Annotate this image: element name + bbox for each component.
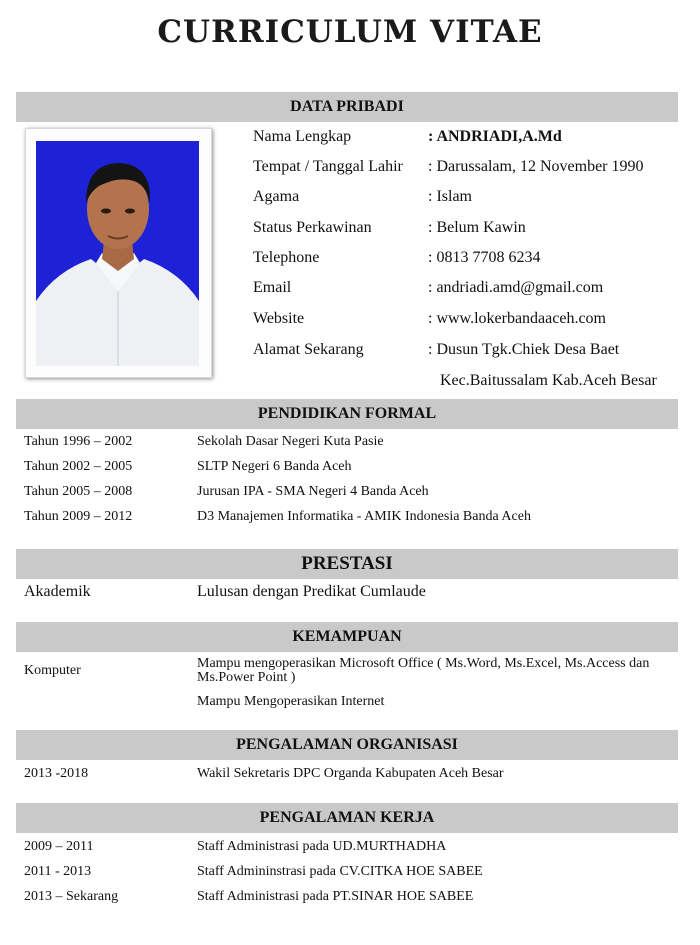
section-header-education: PENDIDIKAN FORMAL	[16, 399, 678, 429]
label-marital-status: Status Perkawinan	[253, 219, 372, 236]
work-role: Staff Admininstrasi pada CV.CITKA HOE SABEE	[197, 864, 483, 879]
value-email: : andriadi.amd@gmail.com	[428, 279, 604, 296]
label-address: Alamat Sekarang	[253, 341, 364, 358]
education-period: Tahun 2009 – 2012	[24, 509, 133, 524]
education-period: Tahun 2005 – 2008	[24, 484, 133, 499]
skill-item: Mampu mengoperasikan Microsoft Office ( Ms.Word, Ms.Excel, Ms.Access dan Ms.Power Point )	[197, 656, 650, 685]
work-role: Staff Administrasi pada PT.SINAR HOE SABEE	[197, 889, 474, 904]
education-period: Tahun 2002 – 2005	[24, 459, 133, 474]
work-period: 2011 - 2013	[24, 864, 92, 879]
label-religion: Agama	[253, 188, 300, 205]
value-address: : Dusun Tgk.Chiek Desa Baet	[428, 341, 620, 358]
skill-item: Mampu Mengoperasikan Internet	[197, 694, 385, 709]
section-header-work: PENGALAMAN KERJA	[16, 803, 678, 833]
value-birth: : Darussalam, 12 November 1990	[428, 158, 644, 175]
work-role: Staff Administrasi pada UD.MURTHADHA	[197, 839, 447, 854]
achievement-category: Akademik	[24, 583, 91, 600]
skill-category: Komputer	[24, 663, 81, 678]
organization-period: 2013 -2018	[24, 766, 89, 781]
label-telephone: Telephone	[253, 249, 320, 266]
label-email: Email	[253, 279, 292, 296]
value-religion: : Islam	[428, 188, 472, 205]
section-header-organization: PENGALAMAN ORGANISASI	[16, 730, 678, 760]
achievement-detail: Lulusan dengan Predikat Cumlaude	[197, 583, 426, 600]
value-address-line2: Kec.Baitussalam Kab.Aceh Besar	[440, 372, 657, 389]
portrait-photo-icon	[36, 141, 199, 366]
document-title: CURRICULUM VITAE	[157, 14, 543, 50]
value-full-name: : ANDRIADI,A.Md	[428, 128, 562, 145]
education-school: Sekolah Dasar Negeri Kuta Pasie	[197, 434, 384, 449]
education-school: SLTP Negeri 6 Banda Aceh	[197, 459, 352, 474]
work-period: 2013 – Sekarang	[24, 889, 119, 904]
label-full-name: Nama Lengkap	[253, 128, 352, 145]
value-website: : www.lokerbandaaceh.com	[428, 310, 606, 327]
label-website: Website	[253, 310, 305, 327]
photo-frame	[25, 128, 212, 378]
education-school: D3 Manajemen Informatika - AMIK Indonesia Banda Aceh	[197, 509, 531, 524]
section-header-skills: KEMAMPUAN	[16, 622, 678, 652]
section-header-personal: DATA PRIBADI	[16, 92, 678, 122]
value-marital-status: : Belum Kawin	[428, 219, 526, 236]
label-birth: Tempat / Tanggal Lahir	[253, 158, 403, 175]
work-period: 2009 – 2011	[24, 839, 94, 854]
value-telephone: : 0813 7708 6234	[428, 249, 541, 266]
education-school: Jurusan IPA - SMA Negeri 4 Banda Aceh	[197, 484, 429, 499]
education-period: Tahun 1996 – 2002	[24, 434, 133, 449]
section-header-achievements: PRESTASI	[16, 549, 678, 579]
organization-role: Wakil Sekretaris DPC Organda Kabupaten Aceh Besar	[197, 766, 504, 781]
